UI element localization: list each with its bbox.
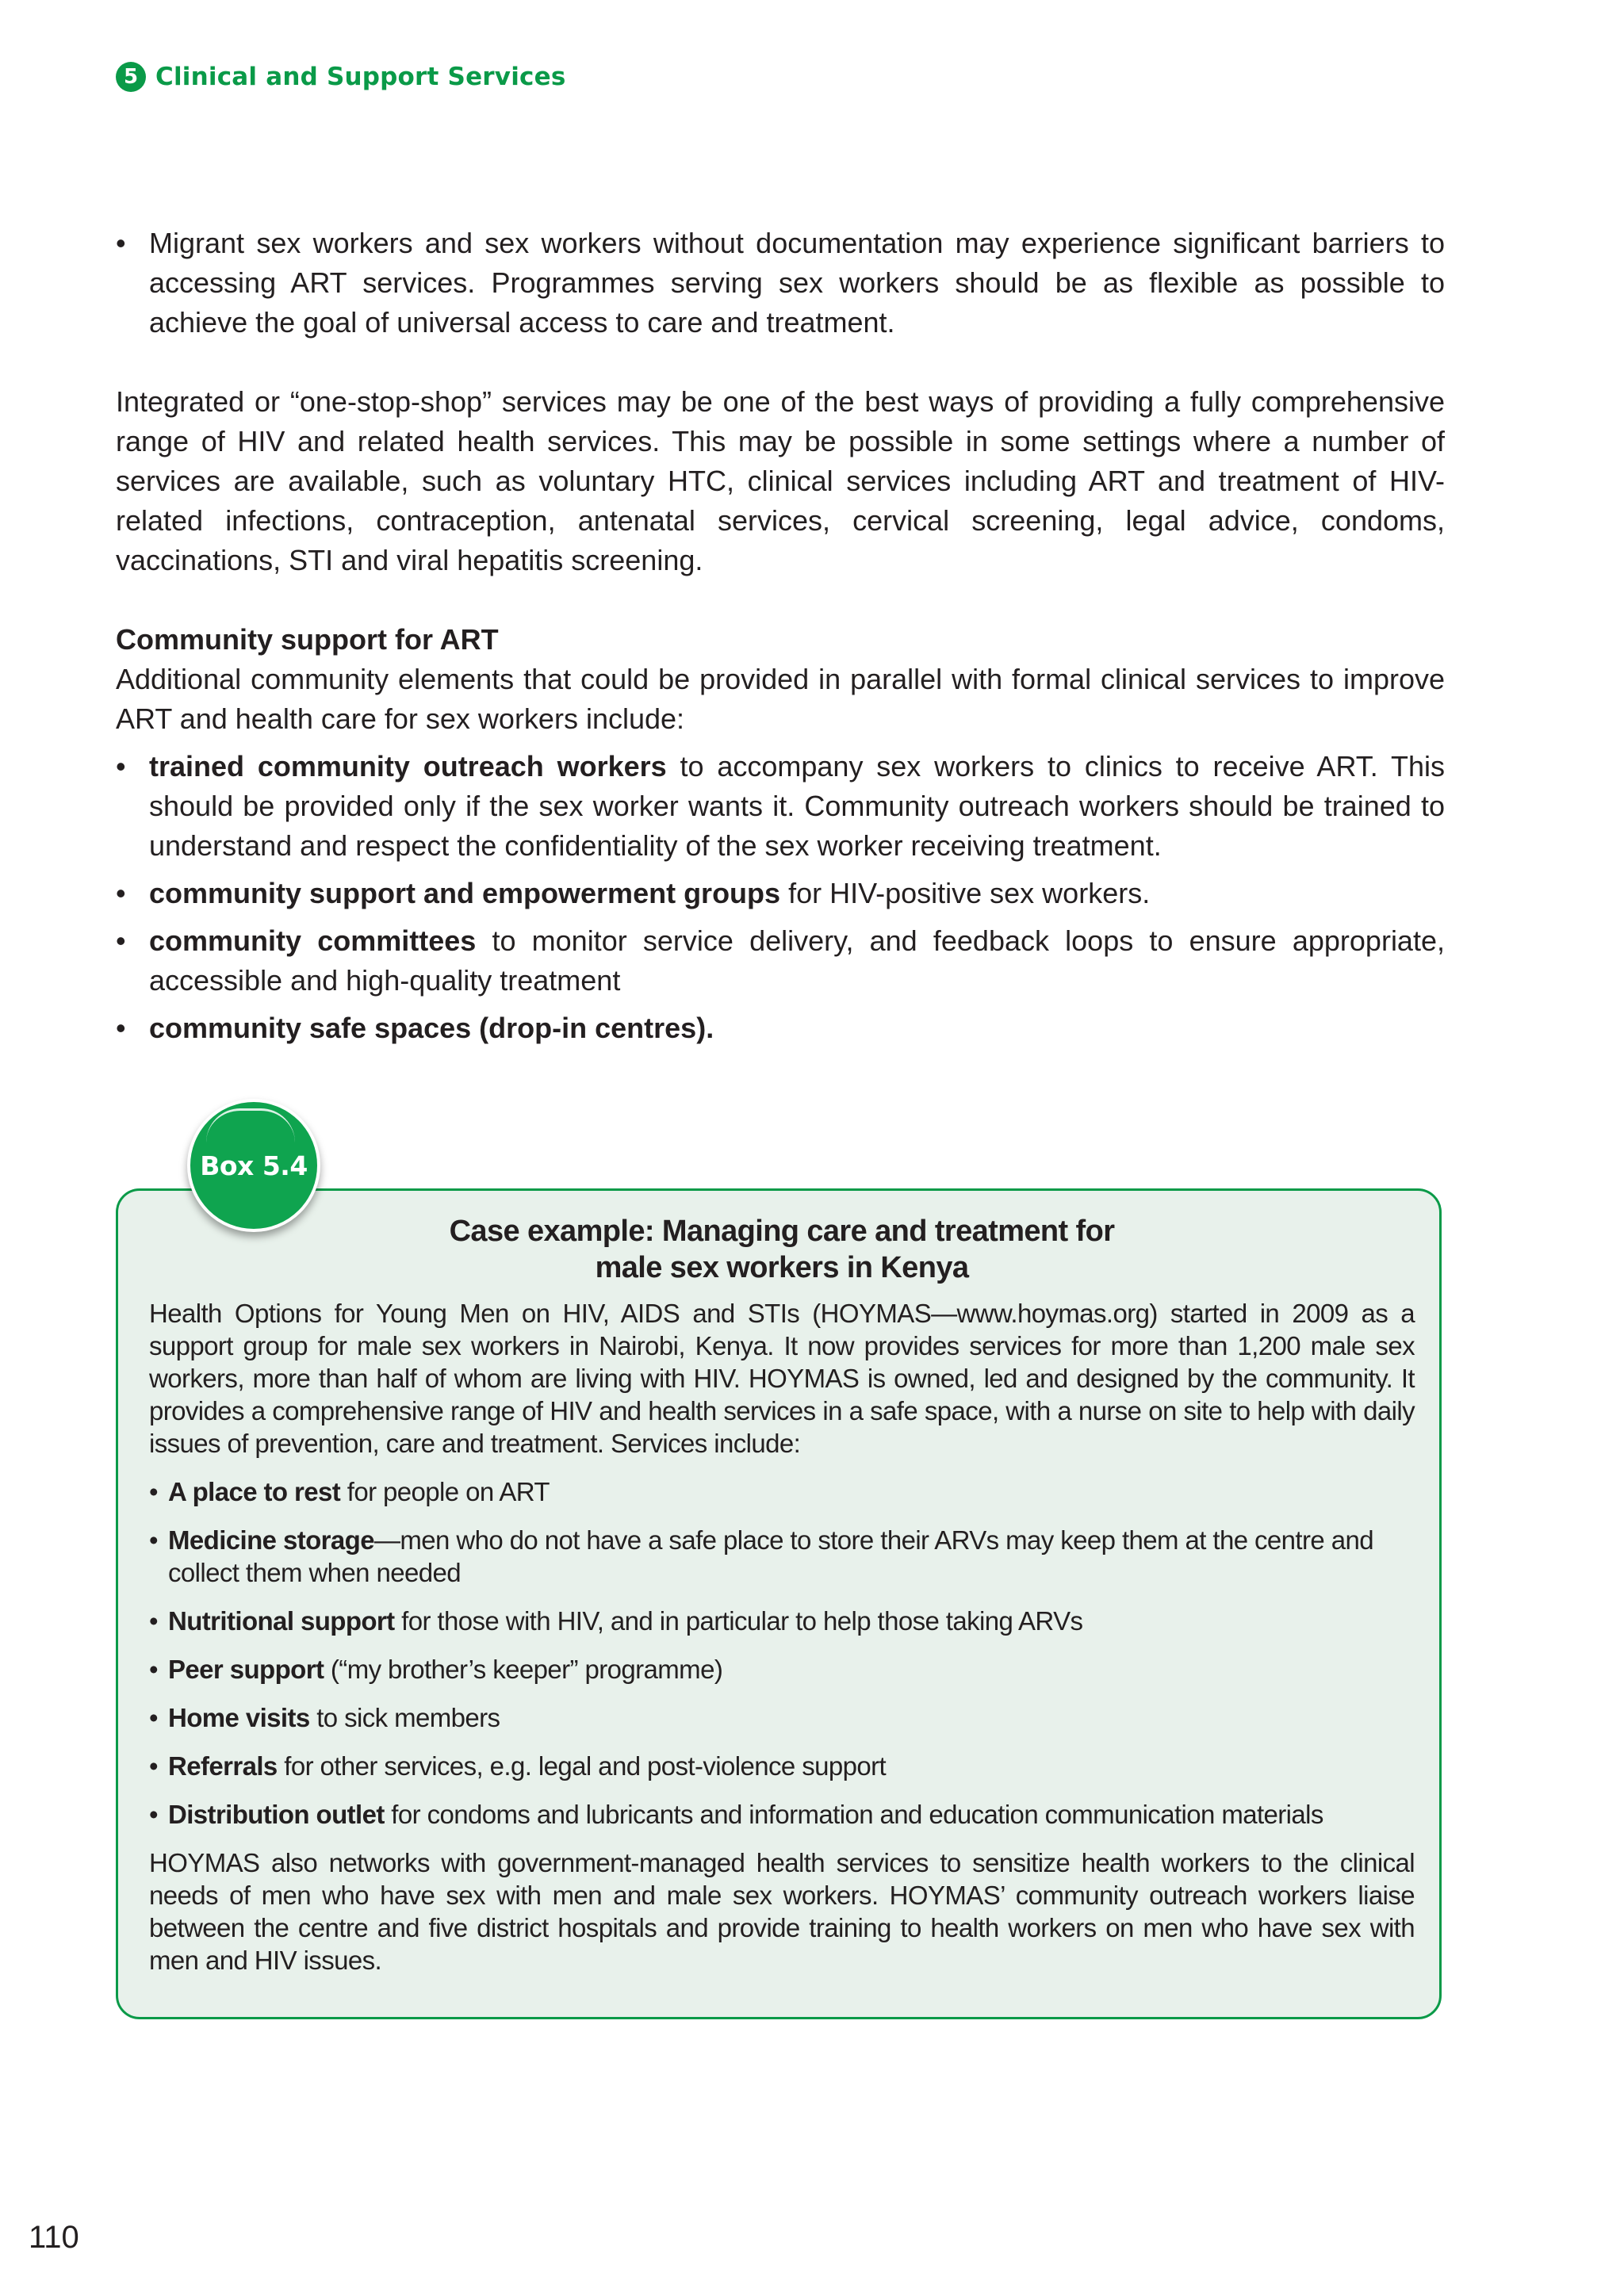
list-item — [116, 921, 1445, 1001]
box-label: Box 5.4 — [200, 1150, 308, 1181]
item-bold-term: community support and empowerment groups — [149, 877, 781, 909]
bullet-icon: • — [149, 1703, 158, 1732]
item-text: to sick members — [309, 1703, 500, 1732]
item-bold-term: Nutritional support — [168, 1606, 395, 1636]
chapter-number-badge: 5 — [116, 62, 146, 92]
bullet-icon: • — [149, 1606, 158, 1636]
list-item — [149, 1475, 1415, 1508]
box-intro-paragraph: Health Options for Young Men on HIV, AIDS and STIs (HOYMAS—www.hoymas.org) started in 2009 as a support group for male sex workers in Nairobi, Kenya. It now provides services for more than 1,200 male sex workers, more than half of whom are living with HIV. HOYMAS is owned, led and designed by the community. It provides a comprehensive range of HIV and health services in a safe space, with a nurse on site to help with daily issues of prevention, care and treatment. Services include: — [149, 1299, 1415, 1458]
item-bold-term: community safe spaces (drop-in centres). — [149, 1012, 714, 1044]
bullet-icon: • — [116, 877, 126, 909]
intro-bullet-text: Migrant sex workers and sex workers without documentation may experience significant barriers to accessing ART services. Programmes serving sex workers should be as flexible as possible to achieve the goal of universal access to care and treatment. — [149, 227, 1445, 339]
community-support-intro: Additional community elements that could be provided in parallel with formal clinical services to improve ART and health care for sex workers include: — [116, 663, 1445, 735]
box-closing-paragraph: HOYMAS also networks with government-managed health services to sensitize health workers to the clinical needs of men who have sex with men and male sex workers. HOYMAS’ community outreach workers liaise between the centre and five district hospitals and provide training to health workers on men who have sex with men and HIV issues. — [149, 1848, 1415, 1975]
item-bold-term: Peer support — [168, 1655, 324, 1684]
bullet-icon: • — [116, 1012, 126, 1044]
item-text: for HIV-positive sex workers. — [780, 877, 1151, 909]
list-item — [149, 1524, 1415, 1589]
item-text: for other services, e.g. legal and post-violence support — [277, 1751, 887, 1781]
bullet-icon: • — [116, 924, 126, 957]
list-item — [149, 1750, 1415, 1782]
community-elements-list — [116, 747, 1445, 1048]
bullet-icon: • — [149, 1477, 158, 1506]
item-text: (“my brother’s keeper” programme) — [324, 1655, 723, 1684]
intro-bullet-list — [116, 224, 1445, 342]
item-text: for condoms and lubricants and information and education communication materials — [384, 1800, 1323, 1829]
item-text: for people on ART — [340, 1477, 550, 1506]
item-text: —men who do not have a safe place to store their ARVs may keep them at the centre and collect them when needed — [168, 1525, 1373, 1587]
box-title — [149, 1213, 1415, 1286]
box-label-badge — [187, 1099, 320, 1232]
item-bold-term: community committees — [149, 924, 477, 957]
item-text: to monitor service delivery, and feedback loops to ensure appropriate, accessible and high-quality treatment — [149, 924, 1445, 997]
chapter-title: Clinical and Support Services — [155, 63, 566, 91]
item-bold-term: trained community outreach workers — [149, 750, 667, 783]
item-text: to accompany sex workers to clinics to receive ART. This should be provided only if the sex worker wants it. Community outreach workers should be trained to understand and respect the confidentiality of the sex worker receiving treatment. — [149, 750, 1445, 862]
item-bold-term: A place to rest — [168, 1477, 341, 1506]
page-number: 110 — [29, 2220, 79, 2255]
list-item — [149, 1798, 1415, 1831]
bullet-icon: • — [149, 1800, 158, 1829]
list-item — [149, 1653, 1415, 1686]
integrated-services-paragraph: Integrated or “one-stop-shop” services may be one of the best ways of providing a fully comprehensive range of HIV and related health services. This may be possible in some settings where a number of services are available, such as voluntary HTC, clinical services including ART and treatment of HIV-related infections, contraception, antenatal services, cervical screening, legal advice, condoms, vaccinations, STI and viral hepatitis screening. — [116, 385, 1445, 576]
bullet-icon: • — [149, 1751, 158, 1781]
list-item — [116, 1008, 1445, 1048]
item-bold-term: Home visits — [168, 1703, 310, 1732]
item-bold-term: Referrals — [168, 1751, 278, 1781]
box-title-line-2: male sex workers in Kenya — [595, 1251, 969, 1284]
community-support-heading: Community support for ART — [116, 623, 499, 656]
box-title-line-1: Case example: Managing care and treatment for — [449, 1215, 1115, 1248]
list-item — [149, 1701, 1415, 1734]
case-example-content — [149, 1213, 1415, 1976]
bullet-icon: • — [116, 227, 126, 259]
main-content — [116, 224, 1445, 1056]
bullet-icon: • — [116, 750, 126, 783]
chapter-header — [116, 62, 565, 92]
list-item — [116, 874, 1445, 913]
list-item — [116, 224, 1445, 342]
bullet-icon: • — [149, 1655, 158, 1684]
bullet-icon: • — [149, 1525, 158, 1555]
list-item — [116, 747, 1445, 866]
item-bold-term: Medicine storage — [168, 1525, 374, 1555]
box-services-list — [149, 1475, 1415, 1831]
item-text: for those with HIV, and in particular to help those taking ARVs — [394, 1606, 1083, 1636]
item-bold-term: Distribution outlet — [168, 1800, 385, 1829]
list-item — [149, 1605, 1415, 1637]
